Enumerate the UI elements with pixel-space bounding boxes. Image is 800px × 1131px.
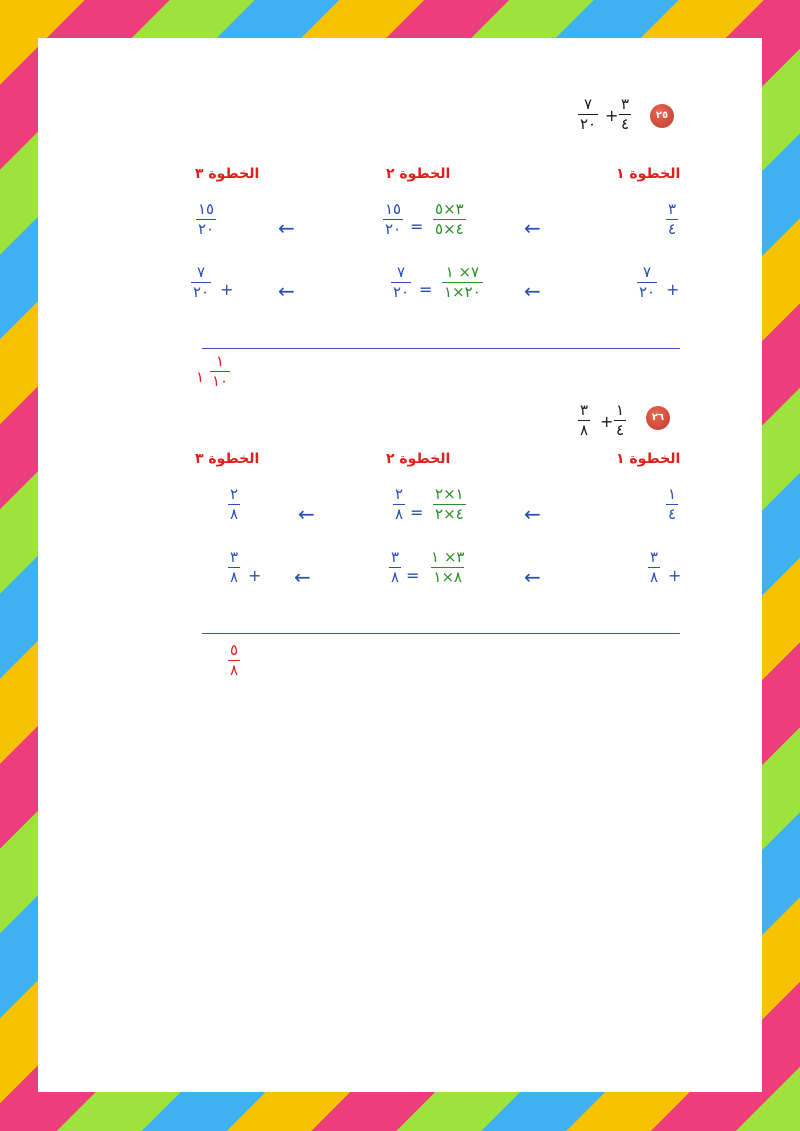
step-2-label: الخطوة ٢ [386, 451, 451, 467]
equals-sign: = [410, 217, 424, 236]
step-3-label: الخطوة ٣ [195, 166, 260, 182]
fraction-denominator: ٤ [668, 220, 677, 238]
fraction-denominator: ٤×٥ [435, 220, 464, 238]
fraction-numerator: ٣ [621, 95, 630, 113]
plus-sign: + [248, 566, 262, 585]
problem-26-operator: + [600, 412, 614, 431]
problem-26-row2-multiplier [429, 549, 466, 586]
plus-sign: + [666, 280, 680, 299]
problem-25-row1-step1-fraction [666, 201, 678, 238]
fraction-numerator: ١ [216, 352, 225, 370]
plus-sign: + [668, 566, 682, 585]
fraction-denominator: ٨ [230, 505, 239, 523]
fraction-denominator: ١٠ [212, 372, 229, 390]
step-1-label: الخطوة ١ [616, 166, 681, 182]
problem-26-row1-step3-fraction [228, 486, 240, 523]
equals-sign: = [406, 566, 420, 585]
fraction-denominator: ٢٠ [580, 115, 597, 133]
problem-25-row2-step1-fraction [637, 264, 657, 301]
fraction-numerator: ٣ [230, 548, 239, 566]
problem-25-row2-step2-result [391, 264, 411, 301]
arrow-icon: ← [278, 279, 295, 303]
problem-25-operator: + [605, 106, 619, 125]
arrow-icon: ← [524, 565, 541, 589]
problem-25-number-badge: ٢٥ [650, 104, 674, 128]
sum-line [202, 633, 680, 634]
fraction-denominator: ٤×٢ [435, 505, 464, 523]
fraction-numerator: ١×٢ [435, 485, 464, 503]
fraction-denominator: ٢٠ [393, 283, 410, 301]
fraction-numerator: ٧ [397, 263, 406, 281]
problem-26-row1-multiplier [433, 486, 466, 523]
fraction-denominator: ٤ [668, 505, 677, 523]
fraction-denominator: ٢٠ [193, 283, 210, 301]
problem-26-row2-step2-result [389, 549, 401, 586]
problem-25-term-a [619, 96, 631, 133]
fraction-denominator: ٢٠ [385, 220, 402, 238]
fraction-numerator: ٣× ١ [431, 548, 465, 566]
arrow-icon: ← [294, 565, 311, 589]
fraction-denominator: ٢٠×١ [444, 283, 481, 301]
problem-25-row1-multiplier [433, 201, 466, 238]
fraction-numerator: ٢ [395, 485, 404, 503]
fraction-denominator: ٨ [580, 421, 589, 439]
fraction-denominator: ٨ [650, 568, 659, 586]
problem-26-row1-step1-fraction [666, 486, 678, 523]
fraction-numerator: ١ [668, 485, 677, 503]
arrow-icon: ← [524, 502, 541, 526]
problem-25-answer-fraction [210, 353, 230, 390]
arrow-icon: ← [524, 279, 541, 303]
problem-25-row1-step3-fraction [196, 201, 216, 238]
fraction-denominator: ٢٠ [639, 283, 656, 301]
fraction-denominator: ٨×١ [433, 568, 463, 586]
arrow-icon: ← [298, 502, 315, 526]
problem-25-answer-whole: ١ [196, 368, 205, 386]
step-2-label: الخطوة ٢ [386, 166, 451, 182]
equals-sign: = [419, 280, 433, 299]
problem-25-row1-step2-result [383, 201, 403, 238]
problem-25-row2-multiplier [442, 264, 483, 301]
fraction-denominator: ٨ [230, 661, 239, 679]
equals-sign: = [410, 503, 424, 522]
fraction-denominator: ٨ [395, 505, 404, 523]
problem-25-row2-step3-fraction [191, 264, 211, 301]
step-3-label: الخطوة ٣ [195, 451, 260, 467]
arrow-icon: ← [524, 216, 541, 240]
fraction-denominator: ٤ [621, 115, 630, 133]
fraction-numerator: ١ [616, 401, 625, 419]
fraction-numerator: ٣ [668, 200, 677, 218]
fraction-numerator: ٧ [197, 263, 206, 281]
worksheet-page [38, 38, 762, 1092]
fraction-numerator: ١٥ [385, 200, 402, 218]
problem-26-term-a [614, 402, 626, 439]
sum-line [202, 348, 680, 349]
fraction-numerator: ١٥ [198, 200, 215, 218]
arrow-icon: ← [278, 216, 295, 240]
fraction-numerator: ٧ [584, 95, 593, 113]
problem-26-row2-step3-fraction [228, 549, 240, 586]
plus-sign: + [220, 280, 234, 299]
fraction-numerator: ٣ [580, 401, 589, 419]
problem-25-term-b [578, 96, 598, 133]
fraction-numerator: ٥ [230, 641, 239, 659]
fraction-denominator: ٢٠ [198, 220, 215, 238]
fraction-numerator: ٣ [650, 548, 659, 566]
problem-26-row1-step2-result [393, 486, 405, 523]
fraction-denominator: ٨ [230, 568, 239, 586]
problem-26-row2-step1-fraction [648, 549, 660, 586]
fraction-denominator: ٨ [391, 568, 400, 586]
fraction-numerator: ٢ [230, 485, 239, 503]
fraction-numerator: ٧ [643, 263, 652, 281]
problem-26-number-badge: ٢٦ [646, 406, 670, 430]
fraction-numerator: ٣×٥ [435, 200, 464, 218]
problem-26-term-b [578, 402, 590, 439]
step-1-label: الخطوة ١ [616, 451, 681, 467]
fraction-denominator: ٤ [616, 421, 625, 439]
fraction-numerator: ٧× ١ [445, 263, 480, 281]
fraction-numerator: ٣ [391, 548, 400, 566]
problem-26-answer-fraction [228, 642, 240, 679]
